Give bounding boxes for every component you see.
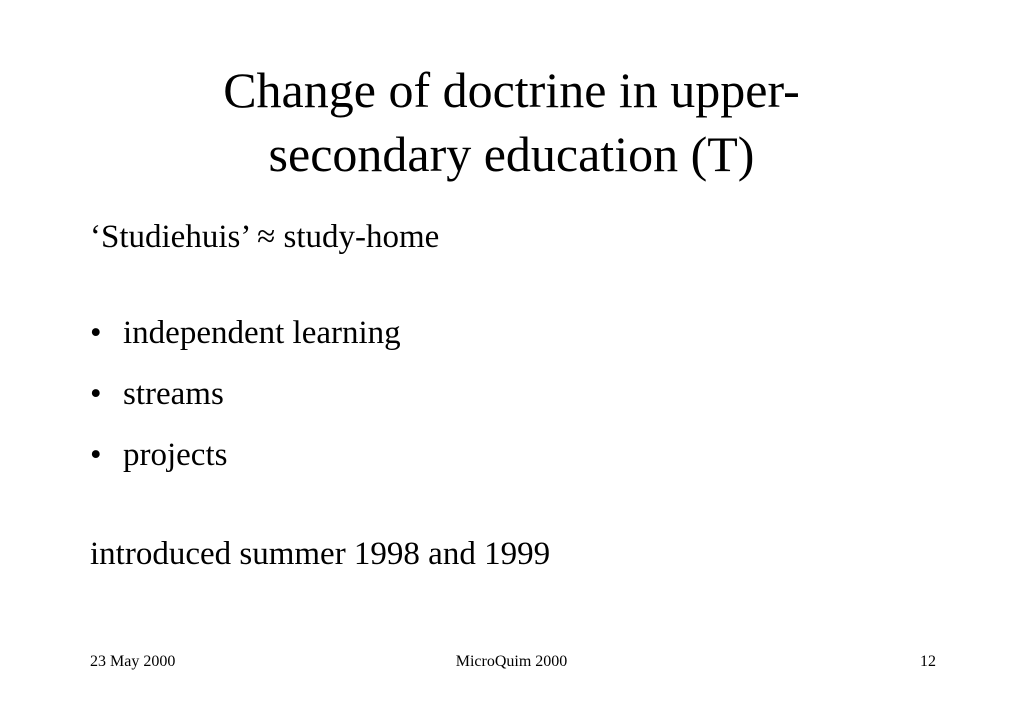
bullet-text: streams bbox=[123, 376, 224, 412]
footer-date: 23 May 2000 bbox=[90, 653, 176, 670]
bullet-icon: • bbox=[90, 315, 102, 351]
bullet-text: projects bbox=[123, 437, 228, 473]
bullet-item bbox=[90, 309, 401, 370]
bullet-text: independent learning bbox=[123, 315, 401, 351]
slide-title-line-1: Change of doctrine in upper- bbox=[223, 62, 800, 118]
footer-event: MicroQuim 2000 bbox=[455, 653, 568, 670]
footer-page-number: 12 bbox=[920, 653, 936, 670]
bullet-icon: • bbox=[90, 437, 102, 473]
bullet-item bbox=[90, 370, 401, 431]
closing-statement: introduced summer 1998 and 1999 bbox=[90, 536, 551, 572]
slide-title bbox=[0, 58, 1023, 186]
bullet-item bbox=[90, 431, 401, 492]
bullet-icon: • bbox=[90, 376, 102, 412]
slide-subtitle: ‘Studiehuis’ ≈ study-home bbox=[90, 219, 440, 255]
slide-title-line-2: secondary education (T) bbox=[268, 126, 755, 182]
bullet-list bbox=[90, 309, 401, 492]
